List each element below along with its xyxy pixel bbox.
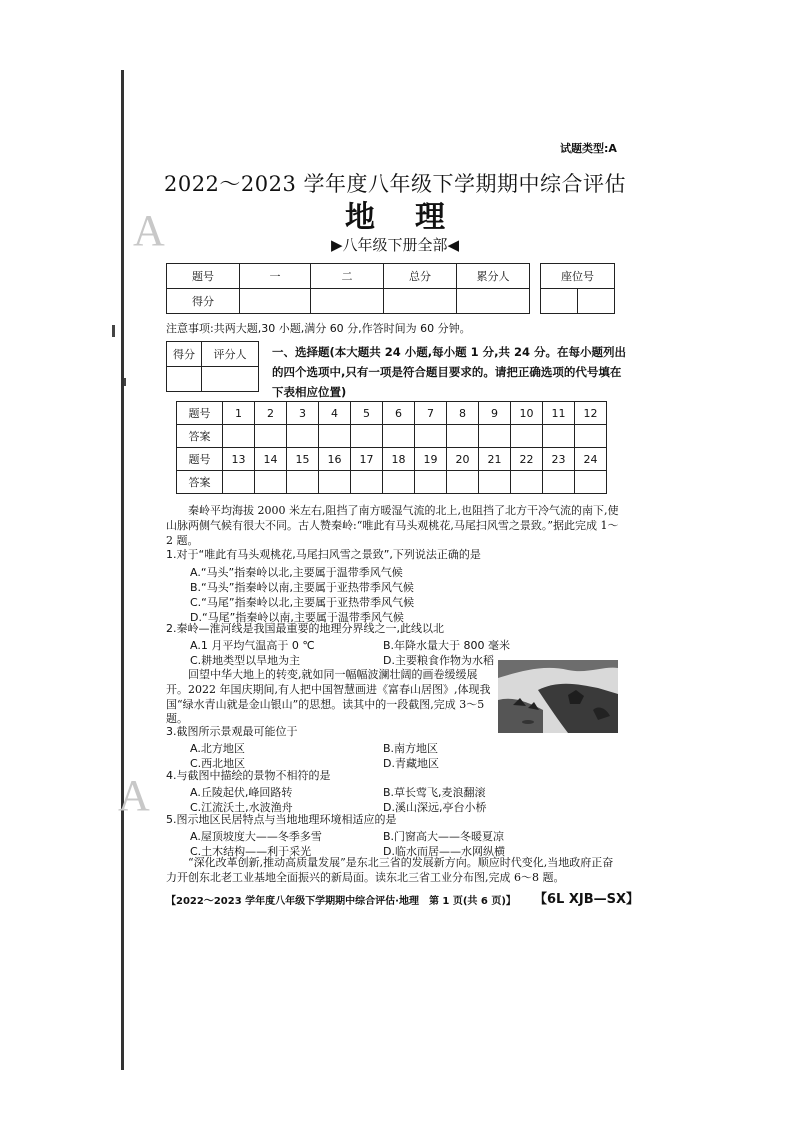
question-number-cell: 6 (383, 402, 415, 425)
score-input-cell[interactable] (240, 289, 311, 314)
question-3-stem: 3.截图所示景观最可能位于 (166, 725, 298, 738)
answer-input-cell[interactable] (447, 471, 479, 494)
exam-title: 2022～2023 学年度八年级下学期期中综合评估 (163, 172, 627, 196)
question-number-cell: 8 (447, 402, 479, 425)
seat-table (540, 263, 615, 314)
answer-row-label: 题号 (177, 448, 223, 471)
answer-input-cell[interactable] (543, 471, 575, 494)
question-2-stem: 2.秦岭—淮河线是我国最重要的地理分界线之一,此线以北 (166, 622, 444, 635)
answer-input-cell[interactable] (383, 471, 415, 494)
question-4-option-a: A.丘陵起伏,峰回路转 (190, 786, 293, 799)
answer-input-cell[interactable] (255, 425, 287, 448)
question-2-option-c: C.耕地类型以旱地为主 (190, 654, 301, 667)
question-number-cell: 18 (383, 448, 415, 471)
answer-input-cell[interactable] (319, 425, 351, 448)
answer-input-cell[interactable] (223, 425, 255, 448)
answer-input-cell[interactable] (511, 471, 543, 494)
score-header-cell: 累分人 (457, 264, 530, 289)
question-number-cell: 14 (255, 448, 287, 471)
question-3-option-c: C.西北地区 (190, 757, 246, 770)
answer-input-cell[interactable] (543, 425, 575, 448)
question-number-cell: 4 (319, 402, 351, 425)
question-1-option-c: C.“马尾”指秦岭以北,主要属于亚热带季风气候 (190, 596, 415, 609)
question-number-cell: 3 (287, 402, 319, 425)
score-label-cell: 得分 (167, 289, 240, 314)
question-number-cell: 13 (223, 448, 255, 471)
question-1-stem: 1.对于“唯此有马头观桃花,马尾扫风雪之景致”,下列说法正确的是 (166, 548, 481, 561)
answer-input-cell[interactable] (575, 425, 607, 448)
landscape-painting-image (498, 660, 618, 733)
answer-input-cell[interactable] (223, 471, 255, 494)
passage-northeast: “深化改革创新,推动高质量发展”是东北三省的发展新方向。顺应时代变化,当地政府正奋力开创东北老工业基地全面振兴的新局面。读东北三省工业分布图,完成 6～8 题。 (166, 856, 614, 884)
binding-line (121, 70, 124, 1070)
answer-row-label: 答案 (177, 471, 223, 494)
subject-title: 地理 (345, 200, 485, 235)
answer-input-cell[interactable] (479, 471, 511, 494)
passage-qinling: 秦岭平均海拔 2000 米左右,阻挡了南方暖湿气流的北上,也阻挡了北方干冷气流的南下,使山脉两侧气候有很大不同。古人赞秦岭:“唯此有马头观桃花,马尾扫风雪之景致。”据此完成 1～2 题。 (166, 504, 619, 547)
question-1-option-a: A.“马头”指秦岭以北,主要属于温带季风气候 (190, 566, 403, 579)
binding-mark (124, 378, 126, 386)
score-header-cell: 二 (311, 264, 384, 289)
score-header-cell: 一 (240, 264, 311, 289)
question-3-option-b: B.南方地区 (383, 742, 439, 755)
question-5-stem: 5.图示地区民居特点与当地地理环境相适应的是 (166, 813, 397, 826)
question-4-option-b: B.草长莺飞,麦浪翻滚 (383, 786, 486, 799)
question-5-option-c: C.土木结构——利于采光 (190, 845, 312, 858)
question-number-cell: 5 (351, 402, 383, 425)
answer-input-cell[interactable] (383, 425, 415, 448)
score-header-cell: 总分 (384, 264, 457, 289)
question-number-cell: 7 (415, 402, 447, 425)
question-number-cell: 15 (287, 448, 319, 471)
question-number-cell: 24 (575, 448, 607, 471)
grader-name-cell[interactable] (202, 367, 259, 392)
answer-input-cell[interactable] (479, 425, 511, 448)
question-3-option-d: D.青藏地区 (383, 757, 439, 770)
question-number-cell: 10 (511, 402, 543, 425)
answer-input-cell[interactable] (511, 425, 543, 448)
question-1-option-b: B.“马头”指秦岭以南,主要属于亚热带季风气候 (190, 581, 414, 594)
answer-input-cell[interactable] (575, 471, 607, 494)
answer-input-cell[interactable] (287, 471, 319, 494)
answer-input-cell[interactable] (447, 425, 479, 448)
answer-input-cell[interactable] (415, 471, 447, 494)
grader-score-cell[interactable] (167, 367, 202, 392)
passage-painting: 回望中华大地上的转变,就如同一幅幅波澜壮阔的画卷缓缓展开。2022 年国庆期间,有人把中国智慧画进《富春山居图》,体现我国“绿水青山就是金山银山”的思想。读其中的一段截图,完成 3～5 题。 (166, 668, 491, 726)
answer-input-cell[interactable] (319, 471, 351, 494)
question-number-cell: 16 (319, 448, 351, 471)
exam-notice: 注意事项:共两大题,30 小题,满分 60 分,作答时间为 60 分钟。 (166, 322, 471, 335)
paper-type: 试题类型:A (560, 142, 617, 155)
section-1-heading: 一、选择题(本大题共 24 小题,每小题 1 分,共 24 分。在每小题列出的四个选项中,只有一项是符合题目要求的。请把正确选项的代号填在下表相应位置) (272, 345, 627, 399)
question-number-cell: 17 (351, 448, 383, 471)
grader-name-label: 评分人 (202, 342, 259, 367)
exam-code: 【6L XJB—SX】 (534, 892, 640, 907)
question-5-option-b: B.门窗高大——冬暖夏凉 (383, 830, 505, 843)
question-4-option-d: D.溪山深远,亭台小桥 (383, 801, 487, 814)
answer-input-cell[interactable] (351, 425, 383, 448)
question-5-option-d: D.临水而居——水网纵横 (383, 845, 505, 858)
seat-input-cell[interactable] (578, 289, 615, 314)
question-number-cell: 21 (479, 448, 511, 471)
seat-input-cell[interactable] (541, 289, 578, 314)
question-number-cell: 20 (447, 448, 479, 471)
grader-table (166, 341, 259, 392)
score-table (166, 263, 530, 314)
binding-mark (112, 325, 115, 337)
question-number-cell: 9 (479, 402, 511, 425)
score-header-cell: 题号 (167, 264, 240, 289)
question-number-cell: 1 (223, 402, 255, 425)
question-2-option-d: D.主要粮食作物为水稻 (383, 654, 494, 667)
question-5-option-a: A.屋顶坡度大——冬季多雪 (190, 830, 322, 843)
score-input-cell[interactable] (384, 289, 457, 314)
question-number-cell: 2 (255, 402, 287, 425)
answer-input-cell[interactable] (287, 425, 319, 448)
question-number-cell: 19 (415, 448, 447, 471)
watermark-letter: A (133, 206, 165, 255)
question-number-cell: 22 (511, 448, 543, 471)
scope-label: ▶八年级下册全部◀ (330, 236, 460, 254)
question-2-option-a: A.1 月平均气温高于 0 ℃ (190, 639, 315, 652)
watermark-letter: A (118, 771, 150, 820)
question-1-option-d: D.“马尾”指秦岭以南,主要属于温带季风气候 (190, 611, 404, 624)
grader-score-label: 得分 (167, 342, 202, 367)
answer-table (176, 401, 607, 494)
answer-input-cell[interactable] (415, 425, 447, 448)
answer-input-cell[interactable] (255, 471, 287, 494)
answer-row-label: 答案 (177, 425, 223, 448)
question-number-cell: 11 (543, 402, 575, 425)
question-3-option-a: A.北方地区 (190, 742, 245, 755)
question-4-option-c: C.江流沃土,水波渔舟 (190, 801, 293, 814)
question-4-stem: 4.与截图中描绘的景物不相符的是 (166, 769, 331, 782)
question-number-cell: 12 (575, 402, 607, 425)
answer-row-label: 题号 (177, 402, 223, 425)
page-footer: 【2022～2023 学年度八年级下学期期中综合评估·地理 第 1 页(共 6 页)】 (166, 896, 516, 907)
question-number-cell: 23 (543, 448, 575, 471)
score-input-cell[interactable] (311, 289, 384, 314)
score-input-cell[interactable] (457, 289, 530, 314)
seat-label: 座位号 (541, 264, 615, 289)
answer-input-cell[interactable] (351, 471, 383, 494)
question-2-option-b: B.年降水量大于 800 毫米 (383, 639, 511, 652)
